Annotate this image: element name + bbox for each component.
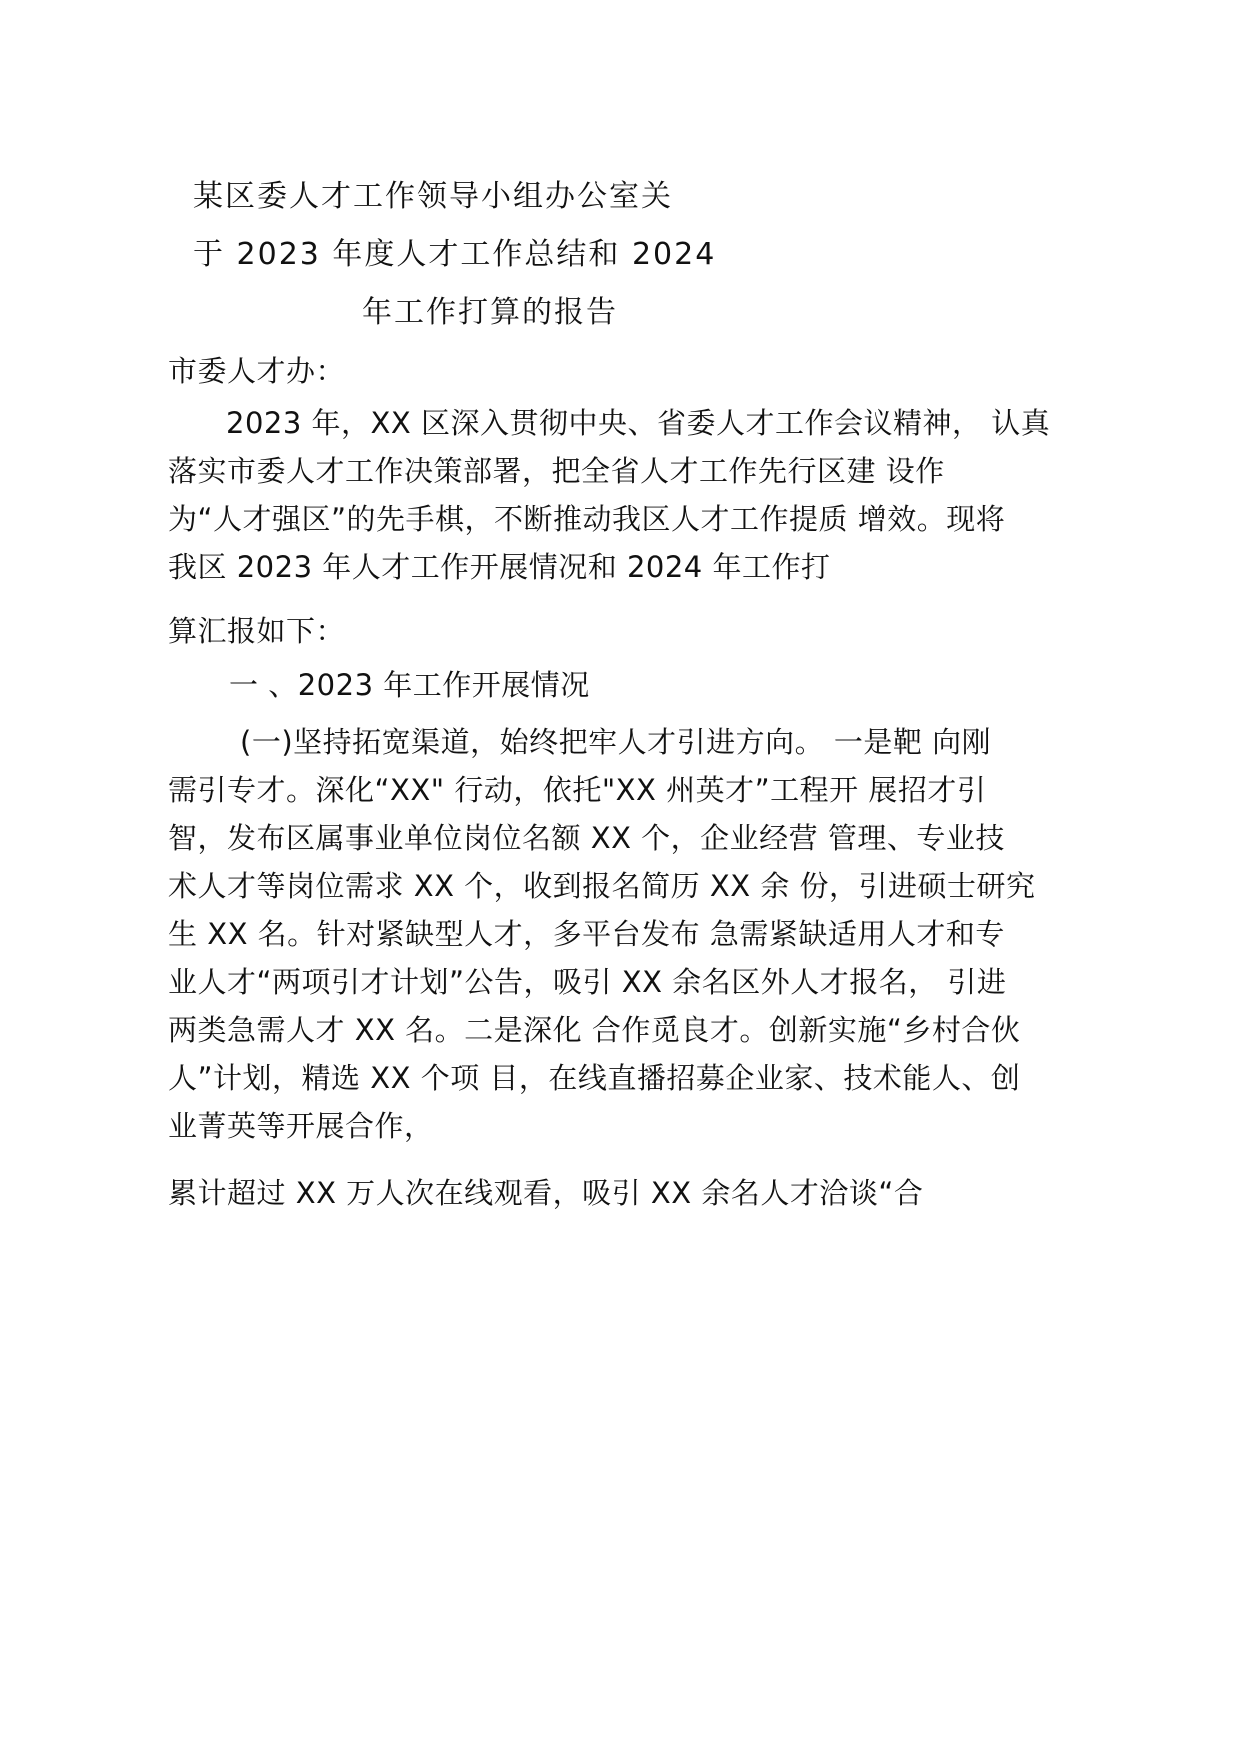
body-line-7: 需引专才。深化“XX" 行动，依托"XX 州英才”工程开 展招才引 [168,773,987,807]
body-line-15: 累计超过 XX 万人次在线观看，吸引 XX 余名人才洽谈“合 [168,1176,924,1210]
document-title-line-3: 年工作打算的报告 [362,295,618,330]
section-heading-1: 一 、2023 年工作开展情况 [229,668,590,702]
body-line-6: (一)坚持拓宽渠道，始终把牢人才引进方向。 一是靶 向刚 [240,725,992,759]
body-line-5: 算汇报如下： [168,614,346,648]
body-line-14: 业菁英等开展合作， [168,1109,434,1143]
body-line-4: 我区 2023 年人才工作开展情况和 2024 年工作打 [168,550,831,584]
body-line-11: 业人才“两项引才计划”公告，吸引 XX 余名区外人才报名， 引进 [168,965,1007,999]
salutation: 市委人才办： [168,354,346,388]
document-title-line-1: 某区委人才工作领导小组办公室关 [193,179,673,214]
document-title-line-2: 于 2023 年度人才工作总结和 2024 [193,237,717,272]
body-line-10: 生 XX 名。针对紧缺型人才，多平台发布 急需紧缺适用人才和专 [168,917,1005,951]
body-line-9: 术人才等岗位需求 XX 个，收到报名简历 XX 余 份，引进硕士研究 [168,869,1036,903]
body-line-8: 智，发布区属事业单位岗位名额 XX 个，企业经营 管理、专业技 [168,821,1005,855]
body-line-13: 人”计划，精选 XX 个项 目，在线直播招募企业家、技术能人、创 [168,1061,1021,1095]
body-line-1: 2023 年，XX 区深入贯彻中央、省委人才工作会议精神， 认真 [226,406,1051,440]
body-line-2: 落实市委人才工作决策部署，把全省人才工作先行区建 设作 [168,454,945,488]
body-line-12: 两类急需人才 XX 名。二是深化 合作觅良才。创新实施“乡村合伙 [168,1013,1021,1047]
body-line-3: 为“人才强区”的先手棋，不断推动我区人才工作提质 增效。现将 [168,502,1006,536]
